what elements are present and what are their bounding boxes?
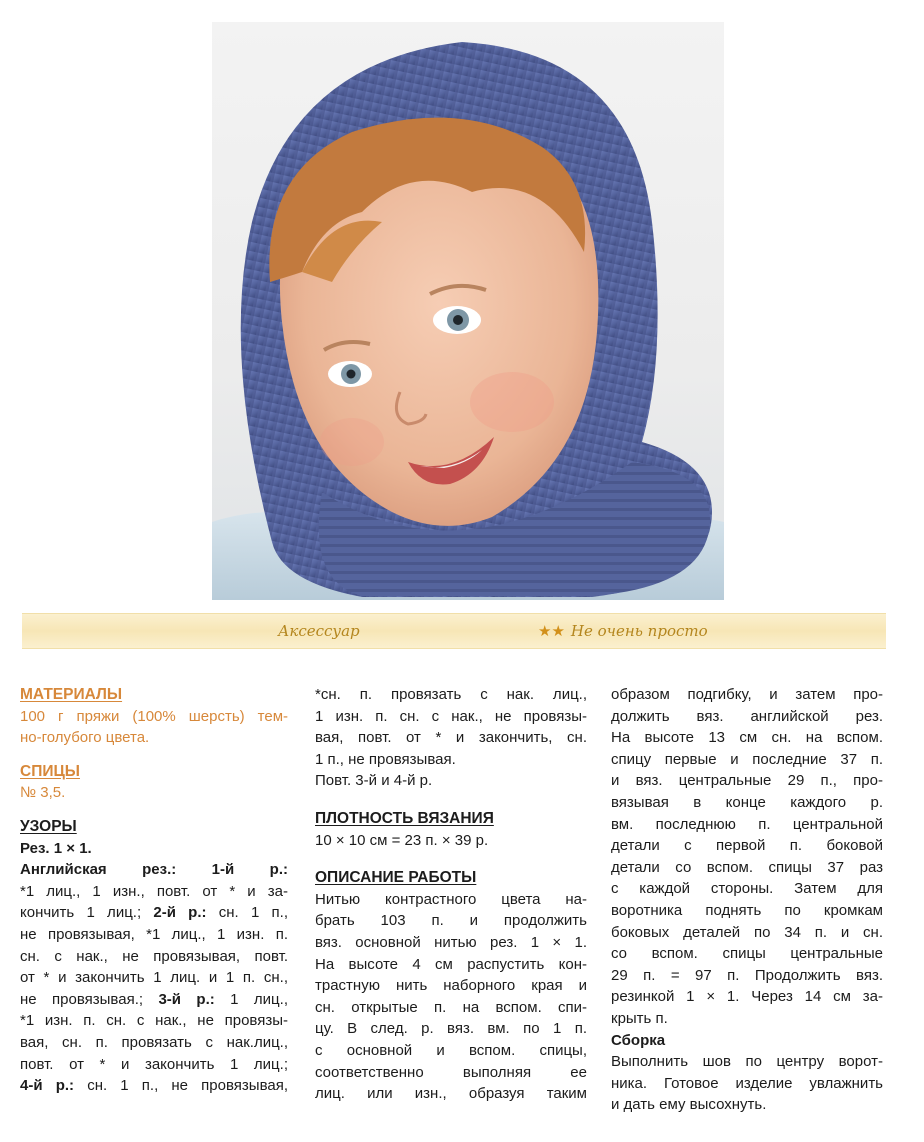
needles-value: № 3,5.: [20, 784, 66, 802]
work-line-9: соответственно выполняя ее: [315, 1063, 587, 1081]
work-line-3: вяз. основной нитью рез. 1 × 1.: [315, 933, 587, 951]
density-value: 10 × 10 см = 23 п. × 39 р.: [315, 831, 489, 849]
category-band: [22, 613, 886, 649]
pattern-line-2: кончить 1 лиц.; 2-й р.: сн. 1 п.,: [20, 904, 288, 922]
needles-heading: СПИЦЫ: [20, 762, 80, 780]
pattern-cont-5: Повт. 3-й и 4-й р.: [315, 772, 433, 790]
work-line-2: брать 103 п. и продолжить: [315, 912, 587, 930]
assembly-line-1: Выполнить шов по центру ворот-: [611, 1053, 883, 1071]
difficulty-stars-icon: ★★: [538, 622, 565, 640]
work-line-10: лиц. или изн., образуя таким: [315, 1085, 587, 1103]
work-cont-10: с каждой стороны. Затем для: [611, 880, 883, 898]
column-3: [611, 684, 883, 1116]
density-heading: ПЛОТНОСТЬ ВЯЗАНИЯ: [315, 809, 494, 827]
difficulty-text: Не очень просто: [570, 622, 708, 640]
work-cont-15: резинкой 1 × 1. Через 14 см за-: [611, 988, 883, 1006]
work-cont-7: вм. последнюю п. центральной: [611, 815, 883, 833]
patterns-heading: УЗОРЫ: [20, 817, 77, 835]
english-rib-row: Английская рез.: 1-й р.:: [20, 861, 288, 879]
work-line-1: Нитью контрастного цвета на-: [315, 890, 587, 908]
work-line-6: сн. открытые п. на вспом. спи-: [315, 998, 587, 1016]
work-cont-4: спицу первые и последние 37 п.: [611, 750, 883, 768]
work-cont-14: 29 п. = 97 п. Продолжить вяз.: [611, 966, 883, 984]
pattern-line-4: сн. с нак., не провязывая, повт.: [20, 947, 288, 965]
work-cont-6: вязывая в конце каждого р.: [611, 793, 883, 811]
work-cont-5: и вяз. центральные 29 п., про-: [611, 772, 883, 790]
work-cont-2: должить вяз. английской рез.: [611, 707, 883, 725]
work-line-5: трастную нить наборного края и: [315, 977, 587, 995]
work-cont-13: со вспом. спицы центральные: [611, 945, 883, 963]
work-cont-11: воротника поднять по кромкам: [611, 901, 883, 919]
pattern-line-5: от * и закончить 1 лиц. и 1 п. сн.,: [20, 969, 288, 987]
materials-text-1: 100 г пряжи (100% шерсть) тем-: [20, 707, 288, 725]
materials-heading: МАТЕРИАЛЫ: [20, 686, 123, 703]
pattern-line-9: повт. от * и закончить 1 лиц.;: [20, 1055, 288, 1073]
child-balaclava-illustration: [212, 22, 724, 600]
work-cont-8: детали с первой п. боковой: [611, 837, 883, 855]
pattern-cont-4: 1 п., не провязывая.: [315, 750, 456, 768]
work-cont-3: На высоте 13 см сн. на вспом.: [611, 729, 883, 747]
work-cont-16: крыть п.: [611, 1009, 668, 1027]
column-1: [20, 684, 288, 1097]
assembly-heading: Сборка: [611, 1031, 666, 1049]
work-line-7: цу. В след. р. вяз. вм. по 1 п.: [315, 1020, 587, 1038]
pattern-line-10: 4-й р.: сн. 1 п., не провязывая,: [20, 1077, 288, 1095]
work-heading: ОПИСАНИЕ РАБОТЫ: [315, 869, 477, 887]
pattern-line-8: вая, сн. п. провязать с нак.лиц.,: [20, 1033, 288, 1051]
pattern-line-1: *1 лиц., 1 изн., повт. от * и за-: [20, 882, 288, 900]
pattern-line-6: не провязывая.; 3-й р.: 1 лиц.,: [20, 990, 288, 1008]
pattern-cont-2: 1 изн. п. сн. с нак., не провязы-: [315, 707, 587, 725]
product-photo: [212, 22, 724, 600]
work-line-8: с основной и вспом. спицы,: [315, 1041, 587, 1059]
assembly-line-2: ника. Готовое изделие увлажнить: [611, 1074, 883, 1092]
rib-1x1: Рез. 1 × 1.: [20, 839, 92, 857]
pattern-cont-3: вая, повт. от * и закончить, сн.: [315, 729, 587, 747]
difficulty-label: [538, 622, 708, 640]
pattern-line-3: не провязывая, *1 лиц., 1 изн. п.: [20, 925, 288, 943]
work-cont-12: боковых деталей по 34 п. и сн.: [611, 923, 883, 941]
materials-text-2: но-голубого цвета.: [20, 729, 150, 747]
work-cont-1: образом подгибку, и затем про-: [611, 686, 883, 703]
work-cont-9: детали со вспом. спицы 37 раз: [611, 858, 883, 876]
pattern-cont-1: *сн. п. провязать с нак. лиц.,: [315, 686, 587, 703]
work-line-4: На высоте 4 см распустить кон-: [315, 955, 587, 973]
category-label: Аксессуар: [278, 622, 360, 640]
column-2: [315, 684, 587, 1105]
assembly-line-3: и дать ему высохнуть.: [611, 1096, 767, 1114]
pattern-line-7: *1 изн. п. сн. с нак., не провязы-: [20, 1012, 288, 1030]
